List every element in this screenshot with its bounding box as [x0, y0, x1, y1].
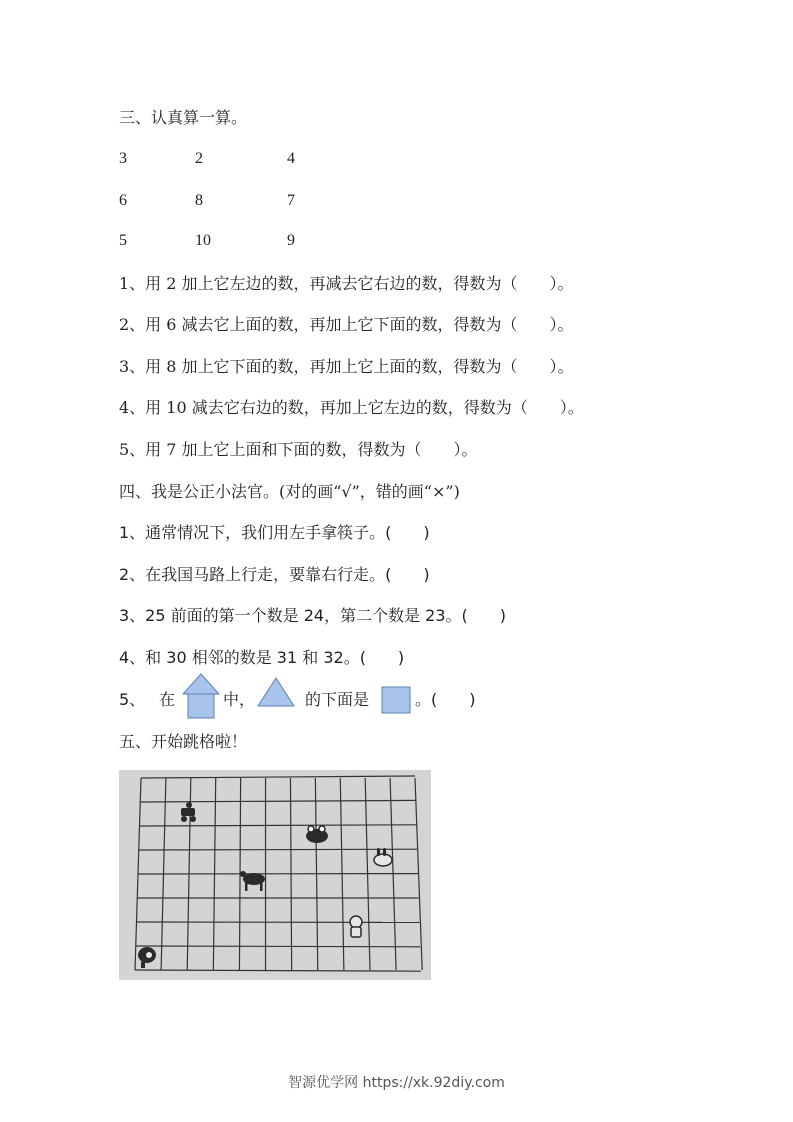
grid-cell: 2 — [195, 150, 203, 167]
grid-line-horizontal — [136, 946, 421, 947]
grid-cell: 8 — [195, 192, 203, 209]
section3-title: 三、认真算一算。 — [119, 108, 248, 127]
item5-text-end: 。( ) — [415, 690, 476, 709]
item5-number: 5、 — [119, 690, 146, 709]
grid-cell: 4 — [287, 150, 295, 167]
item5-text-below: 的下面是 — [305, 690, 370, 709]
section4-title: 四、我是公正小法官。(对的画“√”，错的画“×”) — [119, 482, 460, 501]
question-4: 4、用 10 减去它右边的数，再加上它左边的数，得数为（ ）。 — [119, 398, 584, 417]
house-shape-icon — [181, 672, 221, 720]
judge-item-4: 4、和 30 相邻的数是 31 和 32。( ) — [119, 648, 405, 667]
grid-line-horizontal — [139, 849, 418, 850]
grid-cell: 6 — [119, 192, 127, 209]
hopscotch-grid-photo — [119, 770, 431, 980]
section5-title: 五、开始跳格啦！ — [119, 732, 248, 751]
judge-item-3: 3、25 前面的第一个数是 24，第二个数是 23。( ) — [119, 606, 507, 625]
judge-item-1: 1、通常情况下，我们用左手拿筷子。( ) — [119, 523, 430, 542]
question-5: 5、用 7 加上它上面和下面的数，得数为（ ）。 — [119, 440, 478, 459]
square-shape-icon — [381, 686, 411, 714]
footer-watermark: 智源优学网 https://xk.92diy.com — [288, 1075, 505, 1091]
question-1: 1、用 2 加上它左边的数，再减去它右边的数，得数为（ ）。 — [119, 274, 574, 293]
item5-text-in: 在 — [159, 690, 176, 709]
grid-cell: 10 — [195, 232, 211, 249]
triangle-shape-icon — [256, 676, 296, 708]
grid-cell: 5 — [119, 232, 127, 249]
grid-cell: 9 — [287, 232, 295, 249]
judge-item-2: 2、在我国马路上行走，要靠右行走。( ) — [119, 565, 430, 584]
item5-text-middle: 中， — [223, 690, 256, 709]
question-2: 2、用 6 减去它上面的数，再加上它下面的数，得数为（ ）。 — [119, 315, 574, 334]
question-3: 3、用 8 加上它下面的数，再加上它上面的数，得数为（ ）。 — [119, 357, 574, 376]
lion-icon — [350, 916, 362, 937]
grid-cell: 3 — [119, 150, 127, 167]
grid-cell: 7 — [287, 192, 295, 209]
